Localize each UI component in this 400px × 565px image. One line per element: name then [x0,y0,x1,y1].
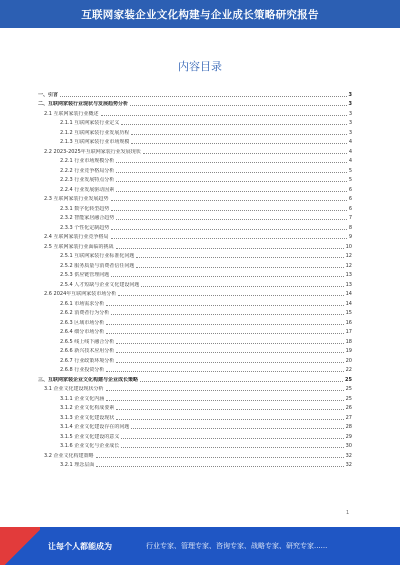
toc-entry-page: 9 [348,234,352,240]
toc-entry-text: 2.1.1 互联网家装行业定义 [60,120,120,126]
toc-leader-dots [111,314,343,315]
toc-entry-page: 32 [345,462,352,468]
toc-title: 内容目录 [178,60,222,73]
toc-entry[interactable] [38,278,352,288]
toc-entry-page: 26 [345,405,352,411]
toc-entry[interactable] [38,164,352,174]
footer-slogan: 让每个人都能成为 [48,541,112,551]
toc-entry-text: 3.1.5 企业文化建设的意义 [60,433,120,440]
toc-entry-text: 2.3.1 数字化转型趋势 [60,205,110,212]
toc-entry-text: 2.6 2024年互联网家装市场分析 [44,291,117,297]
toc-entry-text: 2.6.4 细分市场分析 [60,329,105,335]
toc-entry-text: 2.5.3 供应链管理问题 [60,272,110,278]
toc-entry-text: 一、引言 [38,91,59,98]
toc-entry-text: 3.1.3 企业文化建设现状 [60,414,115,421]
toc-leader-dots [111,229,347,230]
toc-entry-page: 6 [348,205,352,212]
toc-entry-page: 15 [345,310,352,316]
toc-entry-page: 22 [345,367,352,373]
toc-entry-text: 3.1 企业文化建设现状分析 [44,386,104,392]
toc-entry-text: 2.3.3 个性化定制趋势 [60,224,110,231]
toc-entry-page: 29 [345,433,352,440]
toc-entry-page: 13 [345,281,352,288]
toc-entry-page: 6 [348,196,352,202]
toc-entry-text: 3.2 企业文化构建策略 [44,452,94,459]
toc-entry-text: 2.5.4 人才短缺与企业文化建设问题 [60,281,140,288]
toc-leader-dots [116,409,343,410]
toc-leader-dots [116,248,344,249]
toc-entry[interactable] [38,107,352,117]
toc-leader-dots [111,276,343,277]
toc-leader-dots [106,400,343,401]
toc-leader-dots [140,381,343,382]
toc-entry-page: 14 [345,291,352,297]
toc-entry[interactable] [38,202,352,212]
toc-entry-text: 2.6.6 新兴技术应用分析 [60,348,115,354]
toc-entry-page: 25 [345,376,352,383]
toc-leader-dots [116,343,343,344]
toc-leader-dots [121,438,343,439]
toc-leader-dots [106,333,343,334]
toc-entry[interactable] [38,136,352,146]
toc-entry[interactable] [38,145,352,155]
toc-entry[interactable] [38,459,352,469]
toc-entry[interactable] [38,402,352,412]
toc-leader-dots [116,362,343,363]
toc-entry-page: 25 [345,386,352,392]
toc-entry-page: 4 [348,139,352,145]
toc-entry-page: 27 [345,414,352,421]
toc-entry-text: 二、互联网家装行业现状与发展趋势分析 [38,101,129,107]
toc-entry-page: 3 [348,110,352,117]
toc-entry-page: 3 [348,91,352,98]
toc-entry-page: 30 [345,443,352,449]
toc-entry-text: 2.6.7 行业政策环境分析 [60,357,115,364]
toc-entry-text: 2.5 互联网家装行业面临的挑战 [44,243,114,250]
toc-leader-dots [106,390,344,391]
page-number: 1 [346,510,350,516]
toc-entry[interactable] [38,98,352,108]
toc-leader-dots [131,134,346,135]
toc-entry[interactable] [38,193,352,203]
toc-entry-text: 2.2.2 行业竞争格局分析 [60,167,115,174]
toc-entry-text: 2.6.1 市场需求分析 [60,300,105,307]
toc-entry-text: 2.6.2 消费者行为分析 [60,310,110,316]
toc-entry-page: 6 [348,186,352,193]
toc-entry-text: 2.5.1 互联网家装行业标准化问题 [60,253,135,259]
toc-entry-page: 8 [348,224,352,231]
toc-entry[interactable] [38,155,352,165]
footer-accent-shape [0,527,40,565]
toc-leader-dots [116,162,347,163]
toc-entry[interactable] [38,411,352,421]
toc-entry-page: 14 [345,300,352,307]
toc-entry[interactable] [38,288,352,298]
toc-entry[interactable] [38,373,352,383]
toc-leader-dots [96,457,344,458]
toc-entry-page: 4 [348,148,352,155]
table-of-contents [38,88,352,468]
toc-leader-dots [116,191,347,192]
toc-leader-dots [130,105,347,106]
toc-entry[interactable] [38,126,352,136]
toc-entry[interactable] [38,117,352,127]
toc-leader-dots [106,305,343,306]
toc-leader-dots [131,143,346,144]
toc-leader-dots [116,352,343,353]
toc-entry-text: 2.4 互联网家装行业竞争格局 [44,234,109,240]
toc-entry-text: 三、互联网家装企业文化构建与企业成长策略 [38,376,139,383]
toc-entry[interactable] [38,354,352,364]
toc-entry-text: 2.3 互联网家装行业发展趋势 [44,196,109,202]
toc-entry-text: 2.1.2 互联网家装行业发展历程 [60,129,130,136]
toc-leader-dots [116,419,343,420]
toc-leader-dots [116,219,347,220]
report-title: 互联网家装企业文化构建与企业成长策略研究报告 [81,8,319,21]
toc-entry-page: 5 [348,167,352,174]
toc-entry[interactable] [38,307,352,317]
toc-entry[interactable] [38,231,352,241]
toc-entry[interactable] [38,250,352,260]
toc-leader-dots [118,295,343,296]
toc-entry-text: 2.2.1 行业市场规模分析 [60,158,115,164]
toc-entry[interactable] [38,449,352,459]
toc-entry[interactable] [38,316,352,326]
toc-entry-page: 17 [345,329,352,335]
toc-entry-text: 3.1.4 企业文化建设存在的问题 [60,424,130,430]
toc-entry[interactable] [38,335,352,345]
toc-entry-text: 2.1.3 互联网家装行业市场规模 [60,139,130,145]
toc-leader-dots [111,238,347,239]
toc-leader-dots [106,371,343,372]
toc-entry-page: 3 [348,101,352,107]
toc-entry-text: 2.6.3 区域市场分析 [60,319,105,326]
toc-entry[interactable] [38,88,352,98]
footer-bar [0,527,400,565]
toc-entry[interactable] [38,212,352,222]
toc-entry-page: 25 [345,395,352,402]
toc-entry-page: 28 [345,424,352,430]
toc-entry[interactable] [38,345,352,355]
toc-leader-dots [116,181,347,182]
toc-entry-page: 3 [348,120,352,126]
toc-entry-page: 4 [348,158,352,164]
toc-entry-text: 3.1.1 企业文化内涵 [60,395,105,402]
toc-leader-dots [121,124,346,125]
toc-entry-text: 3.2.1 理念层面 [60,462,95,468]
toc-entry[interactable] [38,174,352,184]
toc-entry-page: 7 [348,215,352,221]
toc-entry-text: 2.2 2023-2025年互联网家装行业发展现状 [44,148,141,155]
toc-entry-text: 2.2.4 行业发展驱动因素 [60,186,115,193]
toc-entry[interactable] [38,240,352,250]
toc-entry-page: 12 [345,253,352,259]
toc-leader-dots [121,447,343,448]
toc-entry-text: 3.1.6 企业文化与企业成长 [60,443,120,449]
toc-entry-page: 5 [348,177,352,183]
footer-audience: 行业专家、管理专家、咨询专家、战略专家、研究专家...... [146,542,328,550]
toc-entry[interactable] [38,440,352,450]
toc-entry-page: 13 [345,272,352,278]
toc-leader-dots [136,257,343,258]
toc-leader-dots [60,96,347,97]
toc-entry-page: 18 [345,338,352,345]
toc-leader-dots [143,153,347,154]
toc-leader-dots [141,286,343,287]
toc-leader-dots [136,267,343,268]
toc-leader-dots [131,428,343,429]
toc-entry-text: 2.6.5 线上线下融合分析 [60,338,115,345]
toc-entry[interactable] [38,183,352,193]
toc-entry-text: 2.6.8 行业投资分析 [60,367,105,373]
toc-leader-dots [96,466,343,467]
toc-entry[interactable] [38,421,352,431]
toc-entry-text: 2.2.3 行业发展特点分析 [60,177,115,183]
toc-entry-page: 12 [345,262,352,269]
toc-entry-text: 3.1.2 企业文化构成要素 [60,405,115,411]
toc-entry-page: 16 [345,319,352,326]
toc-leader-dots [106,324,343,325]
toc-entry[interactable] [38,392,352,402]
toc-entry-text: 2.1 互联网家装行业概述 [44,110,99,117]
toc-entry-page: 10 [345,243,352,250]
toc-entry[interactable] [38,430,352,440]
toc-leader-dots [116,172,347,173]
toc-entry-text: 2.5.2 服务质量与消费者信任问题 [60,262,135,269]
toc-entry[interactable] [38,326,352,336]
toc-leader-dots [101,115,347,116]
toc-leader-dots [111,200,347,201]
toc-entry-text: 2.3.2 智能家居融合趋势 [60,215,115,221]
toc-entry-page: 20 [345,357,352,364]
toc-entry[interactable] [38,259,352,269]
toc-leader-dots [111,210,347,211]
report-header-bar [0,0,400,28]
toc-entry[interactable] [38,383,352,393]
toc-entry[interactable] [38,364,352,374]
toc-entry[interactable] [38,297,352,307]
toc-entry[interactable] [38,269,352,279]
toc-entry-page: 19 [345,348,352,354]
toc-entry-page: 32 [345,452,352,459]
toc-entry[interactable] [38,221,352,231]
toc-entry-page: 3 [348,129,352,136]
